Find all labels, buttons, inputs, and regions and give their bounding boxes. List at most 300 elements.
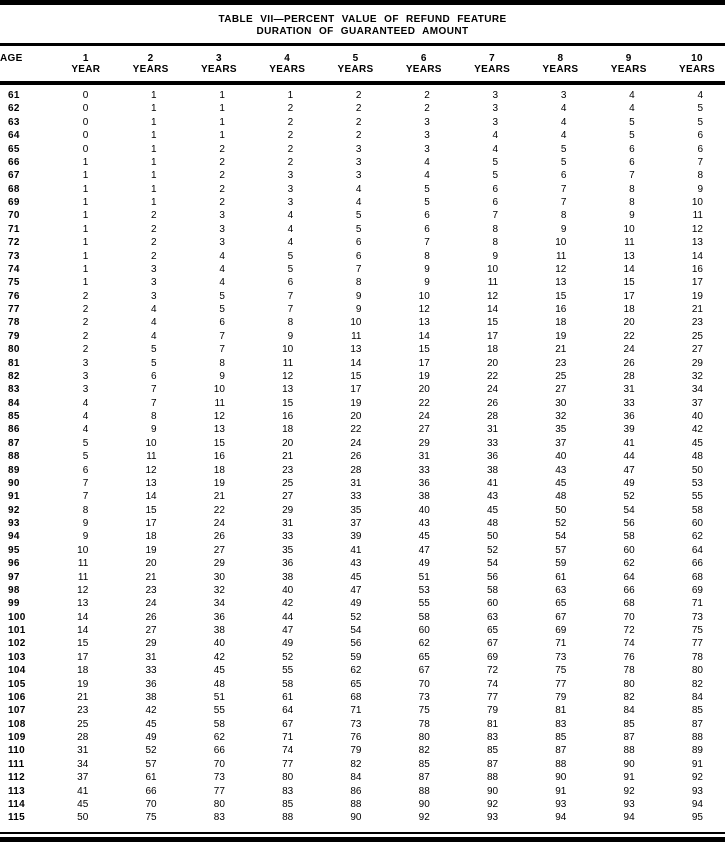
- value-cell: 36: [145, 678, 157, 690]
- value-cell: 45: [213, 665, 225, 677]
- value-cell: 3: [355, 156, 362, 168]
- value-cell: 67: [486, 638, 499, 650]
- value-cell: 78: [418, 718, 430, 730]
- table-row-age-89: [0, 464, 725, 477]
- value-cell: 7: [219, 344, 225, 356]
- value-cell: 2: [219, 183, 225, 195]
- value-cell: 52: [282, 651, 294, 663]
- value-cell: 31: [418, 451, 430, 463]
- value-cell: 75: [145, 812, 157, 824]
- value-cell: 2: [219, 197, 225, 208]
- table-row-age-83: [0, 383, 725, 396]
- value-cell: 1: [151, 170, 157, 182]
- value-cell: 48: [213, 678, 225, 690]
- value-cell: 49: [282, 638, 294, 650]
- table-row-age-73: [0, 250, 725, 263]
- value-cell: 56: [350, 638, 362, 650]
- value-cell: 3: [560, 90, 567, 101]
- value-cell: 78: [623, 665, 635, 677]
- value-cell: 53: [691, 477, 703, 489]
- value-cell: 67: [282, 718, 294, 730]
- age-cell: 79: [8, 330, 20, 342]
- value-cell: 1: [82, 183, 89, 195]
- value-cell: 13: [213, 424, 225, 436]
- value-cell: 3: [219, 210, 225, 222]
- value-cell: 3: [82, 357, 89, 369]
- table-row-age-62: [0, 102, 725, 115]
- value-cell: 5: [219, 304, 225, 315]
- age-cell: 113: [8, 785, 26, 797]
- value-cell: 82: [350, 758, 362, 770]
- column-header-label: [269, 53, 305, 75]
- value-cell: 58: [486, 584, 499, 596]
- value-cell: 13: [418, 317, 430, 329]
- table-row-age-114: [0, 798, 725, 811]
- value-cell: 63: [555, 584, 567, 596]
- value-cell: 4: [82, 424, 89, 436]
- value-cell: 59: [350, 651, 362, 663]
- value-cell: 66: [213, 745, 225, 757]
- value-cell: 19: [77, 678, 89, 690]
- value-cell: 22: [418, 397, 430, 409]
- value-cell: 12: [282, 370, 294, 382]
- value-cell: 88: [282, 812, 294, 824]
- value-cell: 5: [560, 143, 567, 155]
- value-cell: 7: [424, 237, 430, 249]
- value-cell: 56: [623, 518, 635, 529]
- value-cell: 65: [486, 625, 499, 636]
- column-header-5-years: [315, 46, 383, 83]
- value-cell: 79: [486, 705, 499, 717]
- value-cell: 47: [418, 544, 430, 556]
- value-cell: 2: [219, 170, 225, 182]
- value-cell: 10: [623, 223, 635, 235]
- value-cell: 6: [492, 197, 499, 208]
- value-cell: 10: [486, 263, 499, 275]
- column-header-9-years: [588, 46, 656, 83]
- value-cell: 9: [82, 531, 89, 543]
- value-cell: 58: [691, 504, 703, 516]
- value-cell: 14: [691, 250, 703, 262]
- value-cell: 4: [629, 103, 635, 115]
- table-row-age-107: [0, 704, 725, 717]
- value-cell: 43: [555, 464, 567, 476]
- value-cell: 5: [355, 223, 362, 235]
- value-cell: 23: [555, 357, 567, 369]
- value-cell: 80: [623, 678, 635, 690]
- value-cell: 50: [555, 504, 567, 516]
- value-cell: 72: [486, 665, 499, 677]
- column-header-label: [611, 53, 647, 75]
- value-cell: 35: [555, 424, 567, 436]
- value-cell: 22: [486, 370, 499, 382]
- table-row-age-71: [0, 223, 725, 236]
- value-cell: 72: [623, 625, 635, 636]
- table-row-age-72: [0, 236, 725, 249]
- value-cell: 24: [623, 344, 635, 356]
- value-cell: 3: [355, 170, 362, 182]
- value-cell: 90: [555, 772, 567, 784]
- value-cell: 80: [282, 772, 294, 784]
- value-cell: 26: [623, 357, 635, 369]
- table-row-age-86: [0, 423, 725, 436]
- age-cell: 76: [8, 290, 20, 302]
- value-cell: 75: [418, 705, 430, 717]
- value-cell: 6: [629, 156, 635, 168]
- age-cell: 100: [8, 611, 26, 623]
- table-row-age-75: [0, 276, 725, 289]
- value-cell: 48: [486, 518, 499, 529]
- value-cell: 5: [492, 170, 499, 182]
- table-row-age-92: [0, 504, 725, 517]
- value-cell: 1: [82, 277, 89, 289]
- value-cell: 11: [77, 558, 89, 570]
- value-cell: 11: [282, 357, 294, 369]
- value-cell: 73: [691, 611, 703, 623]
- value-cell: 42: [145, 705, 157, 717]
- value-cell: 85: [418, 758, 430, 770]
- table-row-age-85: [0, 410, 725, 423]
- value-cell: 83: [282, 785, 294, 797]
- table-row-age-105: [0, 678, 725, 691]
- value-cell: 27: [555, 384, 567, 396]
- value-cell: 29: [282, 504, 294, 516]
- age-cell: 64: [8, 130, 20, 142]
- value-cell: 4: [151, 330, 157, 342]
- value-cell: 66: [145, 785, 157, 797]
- value-cell: 55: [213, 705, 225, 717]
- table-header: [0, 46, 725, 83]
- value-cell: 12: [555, 263, 567, 275]
- age-cell: 68: [8, 183, 20, 195]
- value-cell: 54: [623, 504, 635, 516]
- value-cell: 27: [282, 491, 294, 503]
- value-cell: 14: [77, 625, 89, 636]
- table-row-age-96: [0, 557, 725, 570]
- value-cell: 36: [213, 611, 225, 623]
- value-cell: 58: [213, 718, 225, 730]
- value-cell: 45: [145, 718, 157, 730]
- value-cell: 7: [560, 183, 567, 195]
- value-cell: 40: [691, 411, 703, 422]
- value-cell: 23: [145, 584, 157, 596]
- value-cell: 14: [350, 357, 362, 369]
- age-cell: 112: [8, 772, 26, 784]
- value-cell: 3: [219, 223, 225, 235]
- value-cell: 68: [691, 571, 703, 583]
- value-cell: 77: [213, 785, 225, 797]
- value-cell: 73: [418, 691, 430, 703]
- column-header-number: 1: [82, 53, 89, 64]
- column-header-number: 10: [691, 53, 703, 64]
- value-cell: 4: [287, 223, 294, 235]
- value-cell: 62: [350, 665, 362, 677]
- value-cell: 1: [219, 103, 225, 115]
- value-cell: 3: [424, 116, 430, 128]
- column-header-number: 6: [420, 53, 427, 64]
- value-cell: 88: [486, 772, 499, 784]
- value-cell: 57: [145, 758, 157, 770]
- value-cell: 93: [691, 785, 703, 797]
- value-cell: 17: [77, 651, 89, 663]
- value-cell: 37: [350, 518, 362, 529]
- table-row-age-74: [0, 263, 725, 276]
- value-cell: 21: [77, 691, 89, 703]
- column-header-label: [133, 53, 169, 75]
- value-cell: 39: [350, 531, 362, 543]
- value-cell: 69: [555, 625, 567, 636]
- value-cell: 64: [623, 571, 635, 583]
- value-cell: 85: [555, 732, 567, 743]
- value-cell: 3: [492, 90, 499, 101]
- value-cell: 6: [219, 317, 225, 329]
- value-cell: 89: [691, 745, 703, 757]
- table-row-age-111: [0, 758, 725, 771]
- value-cell: 3: [355, 143, 362, 155]
- age-cell: 70: [8, 210, 20, 222]
- value-cell: 81: [486, 718, 499, 730]
- value-cell: 41: [77, 785, 89, 797]
- table-body: [0, 83, 725, 825]
- value-cell: 83: [486, 732, 499, 743]
- value-cell: 4: [219, 277, 225, 289]
- table-row-age-108: [0, 718, 725, 731]
- column-header-8-years: [520, 46, 588, 83]
- table-row-age-104: [0, 664, 725, 677]
- value-cell: 29: [145, 638, 157, 650]
- column-header-6-years: [383, 46, 451, 83]
- value-cell: 0: [82, 130, 89, 142]
- value-cell: 76: [623, 651, 635, 663]
- age-cell: 96: [8, 558, 20, 570]
- value-cell: 17: [623, 290, 635, 302]
- table-row-age-109: [0, 731, 725, 744]
- age-cell: 91: [8, 491, 20, 503]
- table-row-age-81: [0, 357, 725, 370]
- value-cell: 30: [555, 397, 567, 409]
- column-header-unit: YEARS: [405, 64, 442, 75]
- table-title: [0, 5, 725, 43]
- value-cell: 14: [145, 491, 157, 503]
- value-cell: 77: [486, 691, 499, 703]
- value-cell: 49: [623, 477, 635, 489]
- value-cell: 3: [424, 130, 430, 142]
- value-cell: 74: [486, 678, 499, 690]
- value-cell: 34: [77, 758, 89, 770]
- age-cell: 86: [8, 424, 20, 436]
- value-cell: 0: [82, 116, 89, 128]
- value-cell: 1: [82, 156, 89, 168]
- age-cell: 74: [8, 263, 20, 275]
- table-row-age-100: [0, 611, 725, 624]
- value-cell: 7: [151, 384, 157, 396]
- age-cell: 83: [8, 384, 20, 396]
- table-row-age-102: [0, 637, 725, 650]
- value-cell: 84: [350, 772, 362, 784]
- value-cell: 8: [287, 317, 294, 329]
- value-cell: 2: [424, 90, 430, 101]
- value-cell: 59: [555, 558, 567, 570]
- age-cell: 102: [8, 638, 26, 650]
- age-cell: 61: [8, 90, 20, 101]
- value-cell: 5: [629, 130, 635, 142]
- value-cell: 6: [424, 223, 430, 235]
- value-cell: 60: [691, 518, 703, 529]
- value-cell: 4: [560, 130, 567, 142]
- value-cell: 31: [350, 477, 362, 489]
- value-cell: 13: [555, 277, 567, 289]
- value-cell: 15: [77, 638, 89, 650]
- table-row-age-87: [0, 437, 725, 450]
- value-cell: 88: [623, 745, 635, 757]
- value-cell: 80: [213, 798, 225, 810]
- age-cell: 93: [8, 518, 20, 529]
- age-cell: 105: [8, 678, 26, 690]
- value-cell: 4: [82, 397, 89, 409]
- value-cell: 18: [213, 464, 225, 476]
- value-cell: 1: [82, 263, 89, 275]
- value-cell: 65: [555, 598, 567, 610]
- value-cell: 16: [213, 451, 225, 463]
- age-cell: 92: [8, 504, 20, 516]
- value-cell: 8: [629, 197, 635, 208]
- value-cell: 10: [555, 237, 567, 249]
- value-cell: 11: [555, 250, 567, 262]
- value-cell: 70: [418, 678, 430, 690]
- value-cell: 94: [555, 812, 567, 824]
- value-cell: 38: [145, 691, 157, 703]
- value-cell: 3: [82, 370, 89, 382]
- value-cell: 80: [691, 665, 703, 677]
- value-cell: 45: [691, 437, 703, 449]
- value-cell: 20: [350, 411, 362, 422]
- value-cell: 54: [555, 531, 567, 543]
- column-header-unit: YEARS: [542, 64, 579, 75]
- age-cell: 111: [8, 758, 25, 770]
- value-cell: 7: [82, 477, 89, 489]
- value-cell: 11: [487, 277, 499, 289]
- value-cell: 12: [486, 290, 499, 302]
- age-cell: 101: [8, 625, 26, 636]
- value-cell: 19: [213, 477, 225, 489]
- value-cell: 71: [282, 732, 294, 743]
- value-cell: 18: [555, 317, 567, 329]
- column-header-unit: YEARS: [200, 64, 237, 75]
- value-cell: 13: [145, 477, 157, 489]
- value-cell: 39: [623, 424, 635, 436]
- value-cell: 77: [691, 638, 703, 650]
- age-cell: 108: [8, 718, 26, 730]
- value-cell: 10: [350, 317, 362, 329]
- value-cell: 40: [418, 504, 430, 516]
- value-cell: 9: [560, 223, 567, 235]
- value-cell: 21: [691, 304, 703, 315]
- value-cell: 4: [560, 116, 567, 128]
- table-row-age-65: [0, 143, 725, 156]
- column-header-label: [406, 53, 442, 75]
- value-cell: 47: [623, 464, 635, 476]
- age-cell: 87: [8, 437, 20, 449]
- value-cell: 6: [151, 370, 157, 382]
- value-cell: 85: [486, 745, 499, 757]
- value-cell: 3: [492, 116, 499, 128]
- value-cell: 4: [424, 170, 430, 182]
- column-header-number: 9: [625, 53, 632, 64]
- value-cell: 0: [82, 143, 89, 155]
- value-cell: 26: [350, 451, 362, 463]
- value-cell: 23: [282, 464, 294, 476]
- value-cell: 21: [282, 451, 294, 463]
- column-header-unit: YEARS: [337, 64, 374, 75]
- column-header-label: [201, 53, 237, 75]
- value-cell: 7: [629, 170, 635, 182]
- column-header-label: [542, 53, 578, 75]
- value-cell: 17: [486, 330, 499, 342]
- value-cell: 7: [355, 263, 362, 275]
- value-cell: 8: [82, 504, 89, 516]
- age-cell: 88: [8, 451, 20, 463]
- value-cell: 7: [287, 304, 294, 315]
- value-cell: 22: [350, 424, 362, 436]
- value-cell: 8: [560, 210, 567, 222]
- value-cell: 45: [486, 504, 499, 516]
- value-cell: 47: [350, 584, 362, 596]
- refund-feature-table: [0, 46, 725, 825]
- age-cell: 67: [8, 170, 20, 182]
- age-cell: 69: [8, 197, 20, 208]
- value-cell: 8: [355, 277, 362, 289]
- age-cell: 94: [8, 531, 20, 543]
- value-cell: 8: [219, 357, 225, 369]
- value-cell: 9: [629, 210, 635, 222]
- value-cell: 62: [623, 558, 635, 570]
- value-cell: 24: [213, 518, 225, 529]
- value-cell: 31: [145, 651, 157, 663]
- value-cell: 2: [424, 103, 430, 115]
- value-cell: 3: [287, 183, 294, 195]
- value-cell: 34: [213, 598, 225, 610]
- value-cell: 15: [350, 370, 362, 382]
- value-cell: 66: [691, 558, 703, 570]
- age-cell: 75: [8, 277, 20, 289]
- table-row-age-106: [0, 691, 725, 704]
- value-cell: 20: [486, 357, 499, 369]
- value-cell: 48: [691, 451, 703, 463]
- value-cell: 52: [350, 611, 362, 623]
- age-cell: 62: [8, 103, 20, 115]
- value-cell: 29: [213, 558, 225, 570]
- value-cell: 15: [145, 504, 157, 516]
- value-cell: 48: [555, 491, 567, 503]
- value-cell: 43: [418, 518, 430, 529]
- age-cell: 81: [8, 357, 20, 369]
- value-cell: 19: [555, 330, 567, 342]
- value-cell: 9: [424, 263, 430, 275]
- value-cell: 1: [82, 210, 89, 222]
- value-cell: 57: [555, 544, 567, 556]
- value-cell: 56: [486, 571, 499, 583]
- value-cell: 5: [492, 156, 499, 168]
- value-cell: 9: [355, 290, 362, 302]
- table-row-age-113: [0, 785, 725, 798]
- value-cell: 82: [691, 678, 703, 690]
- value-cell: 37: [77, 772, 89, 784]
- value-cell: 15: [282, 397, 294, 409]
- table-row-age-61: [0, 83, 725, 102]
- bottom-thick-rule: [0, 837, 725, 842]
- value-cell: 24: [418, 411, 430, 422]
- value-cell: 2: [287, 130, 294, 142]
